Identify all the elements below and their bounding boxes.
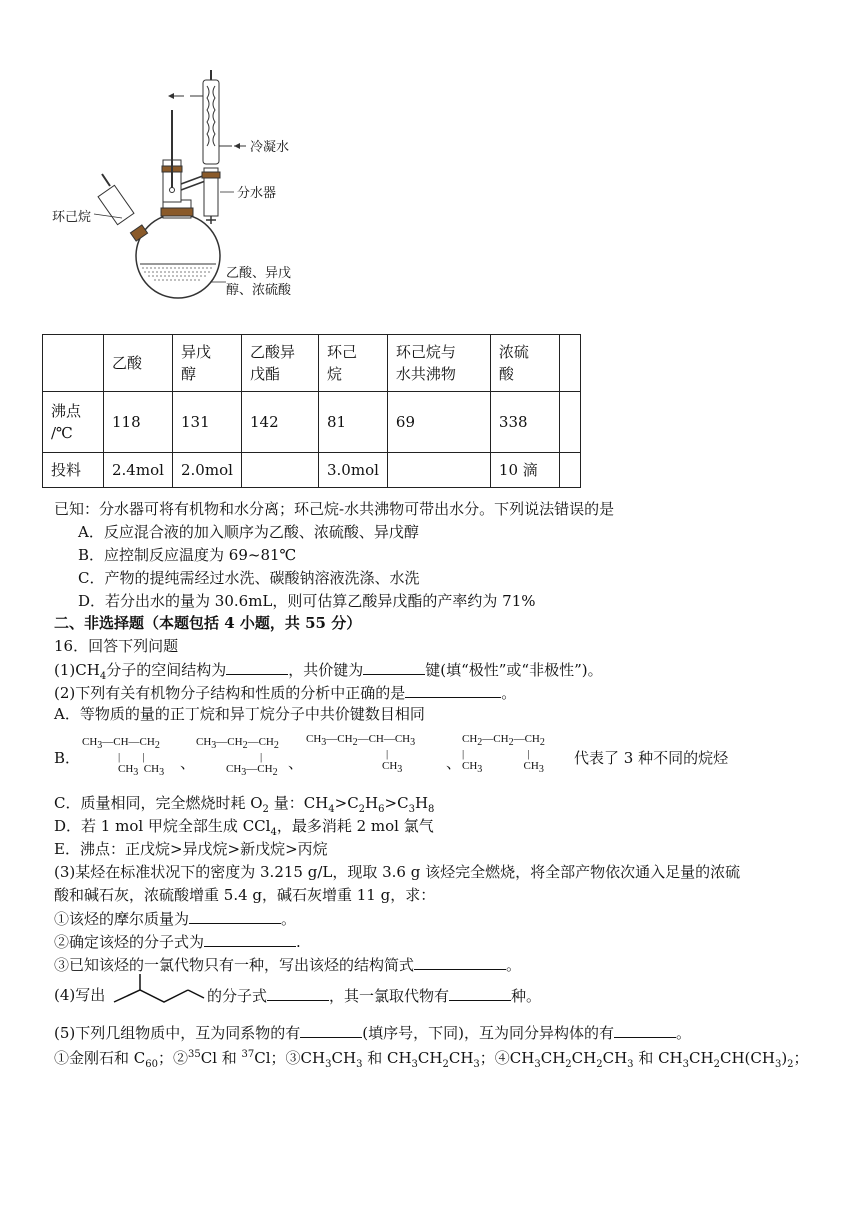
separator: 、 bbox=[446, 754, 462, 772]
q16-part1: $(1)CH_4$分子的空间结构为 ，共价键为 键(填“极性”或“非极性”)。 bbox=[54, 658, 603, 688]
row-label: 投料 bbox=[43, 453, 104, 488]
table-cell: 118 bbox=[104, 392, 173, 453]
skeletal-formula bbox=[110, 972, 206, 1008]
q16-title: 16．回答下列问题 bbox=[54, 637, 179, 655]
label-cooling-water: 冷凝水 bbox=[250, 140, 290, 155]
label-separator: 分水器 bbox=[237, 186, 277, 201]
q16-option-c: C．质量相同，完全燃烧时耗 $O_2$ 量：$CH_4>C_2H_6>C_3H_8$ bbox=[54, 794, 435, 815]
table-header-cell: 异戊 醇 bbox=[173, 335, 242, 392]
q16-part2: (2)下列有关有机物分子结构和性质的分析中正确的是 。 bbox=[54, 681, 516, 704]
table-cell bbox=[559, 335, 580, 392]
table-cell bbox=[242, 453, 319, 488]
q15-known: 已知：分水器可将有机物和水分离；环己烷-水共沸物可带出水分。下列说法错误的是 bbox=[54, 500, 615, 518]
table-header-row bbox=[43, 335, 581, 392]
table-cell: 131 bbox=[173, 392, 242, 453]
q16-part3-i: ①该烃的摩尔质量为 。 bbox=[54, 907, 296, 930]
table-row bbox=[43, 392, 581, 453]
q16-option-b-tail: 代表了 3 种不同的烷烃 bbox=[574, 749, 729, 767]
q16-option-e: E．沸点：正戊烷>异戊烷>新戊烷>丙烷 bbox=[54, 840, 328, 858]
table-cell: 2.4mol bbox=[104, 453, 173, 488]
boiling-point-table bbox=[42, 334, 581, 488]
q16-part3-line2: 酸和碱石灰，浓硫酸增重 5.4 g，碱石灰增重 11 g，求： bbox=[54, 886, 436, 904]
q16-part3-line1: (3)某烃在标准状况下的密度为 3.215 g/L，现取 3.6 g 该烃完全燃烧，将全部产物依次通入足量的浓硫 bbox=[54, 863, 741, 881]
q16-part4-start: (4)写出 bbox=[54, 986, 106, 1004]
table-cell bbox=[559, 392, 580, 453]
table-header-cell: 乙酸异 戊酯 bbox=[242, 335, 319, 392]
q16-part3-ii: ②确定该烃的分子式为 . bbox=[54, 930, 301, 953]
row-label: 沸点 /℃ bbox=[43, 392, 104, 453]
table-cell: 142 bbox=[242, 392, 319, 453]
q15-option-c: C．产物的提纯需经过水洗、碳酸钠溶液洗涤、水洗 bbox=[78, 569, 420, 587]
table-cell bbox=[43, 335, 104, 392]
table-header-cell: 环己 烷 bbox=[319, 335, 388, 392]
label-flask-contents-1: 乙酸、异戊 bbox=[226, 266, 292, 281]
structure-4: $CH_2—CH_2—CH_2$ | | $CH_3$ $CH_3$ bbox=[462, 733, 545, 776]
q15-option-a: A．反应混合液的加入顺序为乙酸、浓硫酸、异戊醇 bbox=[78, 523, 419, 541]
label-cyclohexane: 环己烷 bbox=[52, 210, 92, 225]
table-cell: 3.0mol bbox=[319, 453, 388, 488]
separator: 、 bbox=[180, 754, 196, 772]
structure-2: $CH_3—CH_2—CH_2$ | $CH_3—CH_2$ bbox=[196, 736, 279, 779]
table-cell: 338 bbox=[490, 392, 559, 453]
table-row bbox=[43, 453, 581, 488]
table-cell bbox=[559, 453, 580, 488]
q16-option-a: A．等物质的量的正丁烷和异丁烷分子中共价键数目相同 bbox=[54, 705, 425, 723]
label-flask-contents-2: 醇、浓硫酸 bbox=[226, 283, 292, 298]
table-cell: 69 bbox=[387, 392, 490, 453]
q16-part5-list: ①金刚石和 $C_{60}$；②$^{35}$Cl 和 $^{37}$Cl；$③CH_3CH_3$ 和 $CH_3CH_2CH_3$；$④CH_3CH_2CH_2CH_3$ 和 $CH_3CH_2CH(CH_3)_2$； bbox=[54, 1049, 809, 1070]
q16-option-b-label: B． bbox=[54, 749, 81, 767]
table-cell: 2.0mol bbox=[173, 453, 242, 488]
separator: 、 bbox=[288, 754, 304, 772]
table-header-cell: 浓硫 酸 bbox=[490, 335, 559, 392]
structure-3: $CH_3—CH_2—CH—CH_3$ | $CH_3$ bbox=[306, 733, 416, 776]
section-title: 二、非选择题（本题包括 4 小题，共 55 分） bbox=[54, 614, 362, 632]
q16-part5: (5)下列几组物质中，互为同系物的有 (填序号，下同)，互为同分异构体的有 。 bbox=[54, 1021, 691, 1044]
table-header-cell: 环己烷与 水共沸物 bbox=[387, 335, 490, 392]
table-cell: 10 滴 bbox=[490, 453, 559, 488]
table-cell bbox=[387, 453, 490, 488]
structure-1: $CH_3—CH—CH_2$ | | $CH_3$ $CH_3$ bbox=[82, 736, 165, 779]
q16-option-d: D．若 1 mol 甲烷全部生成 CCl$_4$，最多消耗 2 mol 氯气 bbox=[54, 817, 434, 838]
table-header-cell: 乙酸 bbox=[104, 335, 173, 392]
table-cell: 81 bbox=[319, 392, 388, 453]
q15-option-d: D．若分出水的量为 30.6mL，则可估算乙酸异戊酯的产率约为 71% bbox=[78, 592, 536, 610]
q15-option-b: B．应控制反应温度为 69~81℃ bbox=[78, 546, 297, 564]
q16-part4-rest: 的分子式 ，其一氯取代物有 种。 bbox=[207, 984, 541, 1007]
q16-part3-iii: ③已知该烃的一氯代物只有一种，写出该烃的结构简式 。 bbox=[54, 953, 521, 976]
